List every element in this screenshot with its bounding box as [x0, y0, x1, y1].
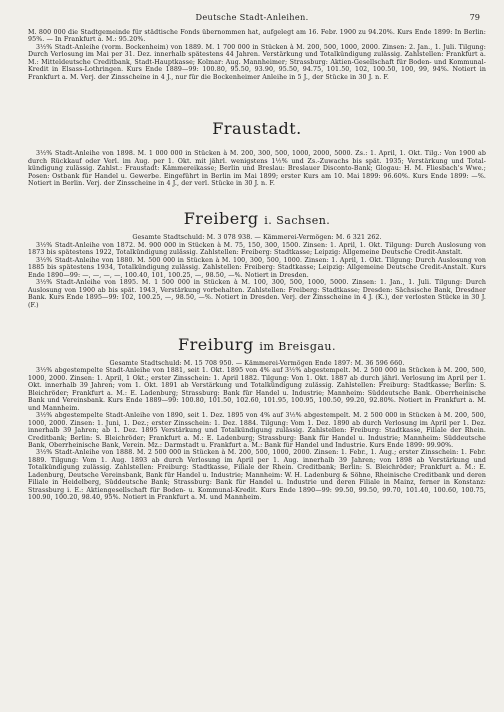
freiburg-summary: Gesamte Stadtschuld: M. 15 708 950. — Kämmerei-Vermögen Ende 1897: M. 36 596 660. [109, 359, 405, 367]
freiberg-paragraph: 3½% Stadt-Anleihe von 1872. M. 900 000 in Stücken à M. 75, 150, 300, 1500. Zinsen: 1. April, 1. Okt. Tilgung: Durch Auslosung von 1873 bis spätestens 1922, Totalkündigung zulässig. Zahlstellen: Freiberg: Stadtkasse; Leipzig: Allgemeine Deutsche Credit-Anstalt. [28, 241, 486, 257]
freiburg-paragraph: 3½% abgestempelte Stadt-Anleihe von 1881, seit 1. Okt. 1895 von 4% auf 3½% abgestempelt. M. 2 500 000 in Stücken à M. 200, 500, 1000, 2000. Zinsen: 1. April, 1 Okt.; erster Zinsschein: 1. April 1882. Tilgung: Von 1. Okt. 1887 ab durch jährl. Verlosung im April per 1. Okt. innerhalb 39 Jahren; vom 1. Okt. 1891 ab Verstärkung und Totalkündigung zulässig. Zahlstellen: Freiburg: Stadtkasse; Berlin: S. Bleichröder; Frankfurt a. M.: E. Ladenburg; Strassburg: Bank für Handel u. Industrie; Mannheim: Süddeutsche Bank. Oberrheinische Bank und Vereinsbank. Kurs Ende 1889—99: 100.80, 101.50, 102.60, 101.95, 100.95, 100.50, 99.20, 92.80%. Notiert in Frankfurt a. M. und Mannheim. [28, 367, 486, 412]
section-title-main: Freiburg [177, 334, 254, 354]
intro-paragraph: 3½% Stadt-Anleihe (vorm. Bockenheim) von 1889. M. 1 700 000 in Stücken à M. 200, 500, 1000, 2000. Zinsen: 2. Jan., 1. Juli. Tilgung: Durch Verlosung im Mai per 31. Dez. innerhalb spätestens 44 Jahren. Verstärkung und Totalkündigung zulässig. Zahlstellen: Frankfurt a. M.: Mitteldeutsche Creditbank, Stadt-Hauptkasse; Kolmar: Aug. Mannheimer; Strassburg: Aktien-Gesellschaft für Boden- und Kommunal-Kredit in Elsass-Lothringen. Kurs Ende 1889—99: 100.80, 95.50, 93.90, 95.50, 94.75, 101.50, 102, 100.50, 100, 99, 94%. Notiert in Frankfurt a. M. Verj. der Zinsscheine in 4 J., nur für die Bockenheimer Anleihe in 5 J., der Stücke in 30 J. n. F. [28, 43, 486, 81]
freiburg-paragraph: 3½% Stadt-Anleihe von 1888. M. 2 500 000 in Stücken à M. 200, 500, 1000, 2000. Zinsen: 1. Febr., 1. Aug.; erster Zinsschein: 1. Febr. 1889. Tilgung: Vom 1. Aug. 1893 ab durch Verlosung im April per 1. Aug. innerhalb 39 Jahren; von 1898 ab Verstärkung und Totalkündigung zulässig. Zahlstellen: Freiburg: Stadtkasse, Filiale der Rhein. Creditbank; Berlin: S. Bleichröder; Frankfurt a. M.: E. Ladenburg, Deutsche Vereinsbank, Bank für Handel u. Industrie; Mannheim: W. H. Ladenburg & Söhne, Rheinische Creditbank und deren Filiale in Heidelberg, Süddeutsche Bank; Strassburg: Bank für Handel u. Industrie und deren Filiale in Mainz, ferner in Konstanz: Strassburg i. E.: Aktiengesellschaft für Boden- u. Kommunal-Kredit. Kurs Ende 1890—99: 99.50, 99.50, 99.70, 101.40, 100.60, 100.75, 100.90, 100.20, 98.40, 95%. Notiert in Frankfurt a. M. und Mannheim. [28, 449, 486, 502]
running-header [0, 12, 504, 24]
freiburg-paragraph: 3½% abgestempelte Stadt-Anleihe von 1890, seit 1. Dez. 1895 von 4% auf 3½% abgestempelt. M. 2 500 000 in Stücken à M. 200, 500, 1000, 2000. Zinsen: 1. Juni, 1. Dez.; erster Zinsschein: 1. Dez. 1884. Tilgung: Vom 1. Dez. 1890 ab durch Verlosung im April per 1. Dez. innerhalb 39 Jahren; ab 1. Dez. 1895 Verstärkung und Totalkündigung zulässig. Zahlstellen: Freiburg: Stadtkasse, Filiale der Rhein. Creditbank; Berlin: S. Bleichröder; Frankfurt a. M.: E. Ladenburg; Strassburg: Bank für Handel u. Industrie; Mannheim: Süddeutsche Bank, Oberrheinische Bank, Verein. Mz.: Darmstadt u. Frankfurt a. M.: Bank für Handel und Industrie. Kurs Ende 1899: 99.90%. [28, 412, 486, 449]
section-title-sub: im Breisgau. [259, 339, 336, 353]
section-title-sub: i. Sachsen. [264, 214, 331, 228]
freiberg-summary: Gesamte Stadtschuld: M. 3 078 938. — Kämmerei-Vermögen: M. 6 321 262. [132, 234, 382, 242]
running-title: Deutsche Stadt-Anleihen. [195, 12, 309, 22]
section-title-freiberg [28, 209, 486, 228]
section-title-fraustadt: Fraustadt. [212, 119, 302, 139]
section-title-freiburg [28, 335, 486, 354]
fraustadt-paragraph: 3½% Stadt-Anleihe von 1898. M. 1 000 000 in Stücken à M. 200, 300, 500, 1000, 2000, 5000. Zs.: 1. April, 1. Okt. Tilg.: Von 1900 ab durch Rückkauf oder Verl. im Aug. per 1. Okt. mit jährl. wenigstens 1½% und Zs.-Zuwachs bis spät. 1935; Verstärkung und Total-kündigung zulässig. Zahlst.: Fraustadt: Kämmereikasse; Berlin und Breslau: Breslauer Disconto-Bank; Glogau: H. M. Fliesbach's Wwe.; Posen: Ostbank für Handel u. Gewerbe. Eingeführt in Berlin im Mai 1899; erster Kurs am 10. Mai 1899: 96.60%. Kurs Ende 1899: —%. Notiert in Berlin. Verj. der Zinsscheine in 4 J., der verl. Stücke in 30 J. n. F. [28, 150, 486, 187]
freiberg-paragraph: 3½% Stadt-Anleihe von 1880. M. 500 000 in Stücken à M. 100, 300, 500, 1000. Zinsen: 1. April, 1. Okt. Tilgung: Durch Auslosung von 1885 bis spätestens 1934, Totalkündigung zulässig. Zahlstellen: Freiberg: Stadtkasse; Leipzig: Allgemeine Deutsche Credit-Anstalt. Kurs Ende 1890—99: —, —, —, —, 100.40, 101, 100.25, —, 98.50, —%. Notiert in Dresden. [28, 256, 486, 279]
freiberg-paragraph: 3½% Stadt-Anleihe von 1895. M. 1 500 000 in Stücken à M. 100, 300, 500, 1000, 5000. Zinsen: 1. Jan., 1. Juli. Tilgung: Durch Auslosung von 1900 ab bis spät. 1943, Verstärkung vorbehalten. Zahlstellen: Freiberg: Stadtkasse; Dresden: Sächsische Bank, Dresdner Bank. Kurs Ende 1895—99: 102, 100.25, —, 98.50, —%. Notiert in Dresden. Verj. der Zinsscheine in 4 J. (K.), der verlosten Stücke in 30 J. (F.) [28, 279, 486, 309]
page-number: 79 [469, 12, 480, 22]
intro-paragraph: M. 800 000 die Stadtgemeinde für städtische Fonds übernommen hat, aufgelegt am 16. Febr. 1900 zu 94.20%. Kurs Ende 1899: In Berlin: 95%. — In Frankfurt a. M.: 95.20%. [28, 29, 486, 44]
section-title-main: Freiberg [183, 209, 259, 229]
page-body [28, 29, 486, 502]
